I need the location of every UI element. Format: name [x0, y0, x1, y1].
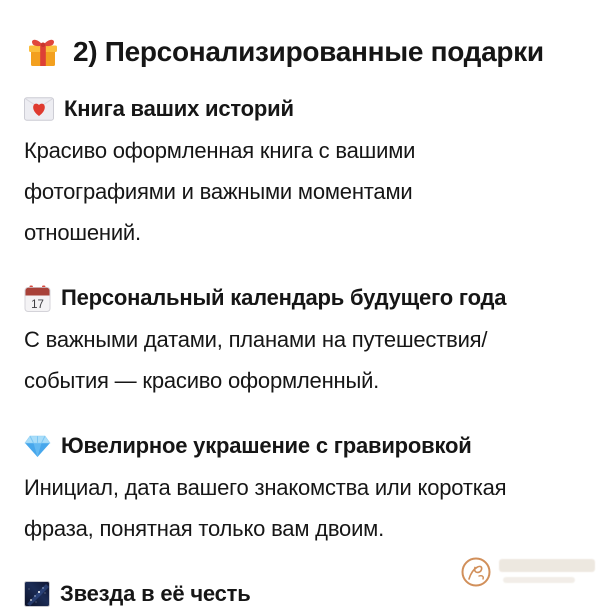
section-book-title — [24, 94, 576, 124]
section-calendar-title — [24, 283, 576, 313]
body-line: фраза, понятная только вам двоим. — [24, 516, 385, 541]
section-book — [24, 94, 576, 253]
watermark-tagline-line — [503, 577, 575, 583]
body-line: С важными датами, планами на путешествия/ — [24, 327, 488, 352]
section-jewelry-body — [24, 467, 576, 549]
section-calendar — [24, 283, 576, 401]
body-line: Инициал, дата вашего знакомства или короткая — [24, 475, 507, 500]
watermark — [460, 555, 595, 589]
love-letter-icon — [24, 97, 54, 121]
gift-icon — [24, 33, 62, 71]
section-book-body — [24, 130, 576, 253]
page-title — [24, 30, 576, 74]
body-line: события — красиво оформленный. — [24, 368, 380, 393]
section-calendar-title-text: Персональный календарь будущего года — [61, 285, 507, 310]
calendar-icon — [24, 285, 51, 312]
page-title-text: 2) Персонализированные подарки — [73, 36, 544, 67]
watermark-text-line — [499, 559, 595, 572]
section-jewelry-title-text: Ювелирное украшение с гравировкой — [61, 433, 472, 458]
section-jewelry-title — [24, 431, 576, 461]
section-book-title-text: Книга ваших историй — [64, 96, 294, 121]
svg-text:17: 17 — [31, 298, 44, 311]
gem-icon — [24, 435, 51, 458]
body-line: отношений. — [24, 220, 141, 245]
milky-way-icon — [24, 581, 50, 607]
watermark-logo-icon — [460, 555, 492, 589]
body-line: Красиво оформленная книга с вашими — [24, 138, 416, 163]
body-line: фотографиями и важными моментами — [24, 179, 413, 204]
section-jewelry — [24, 431, 576, 549]
section-calendar-body — [24, 319, 576, 401]
watermark-text — [499, 555, 595, 583]
section-star-title-text: Звезда в её честь — [60, 581, 251, 606]
